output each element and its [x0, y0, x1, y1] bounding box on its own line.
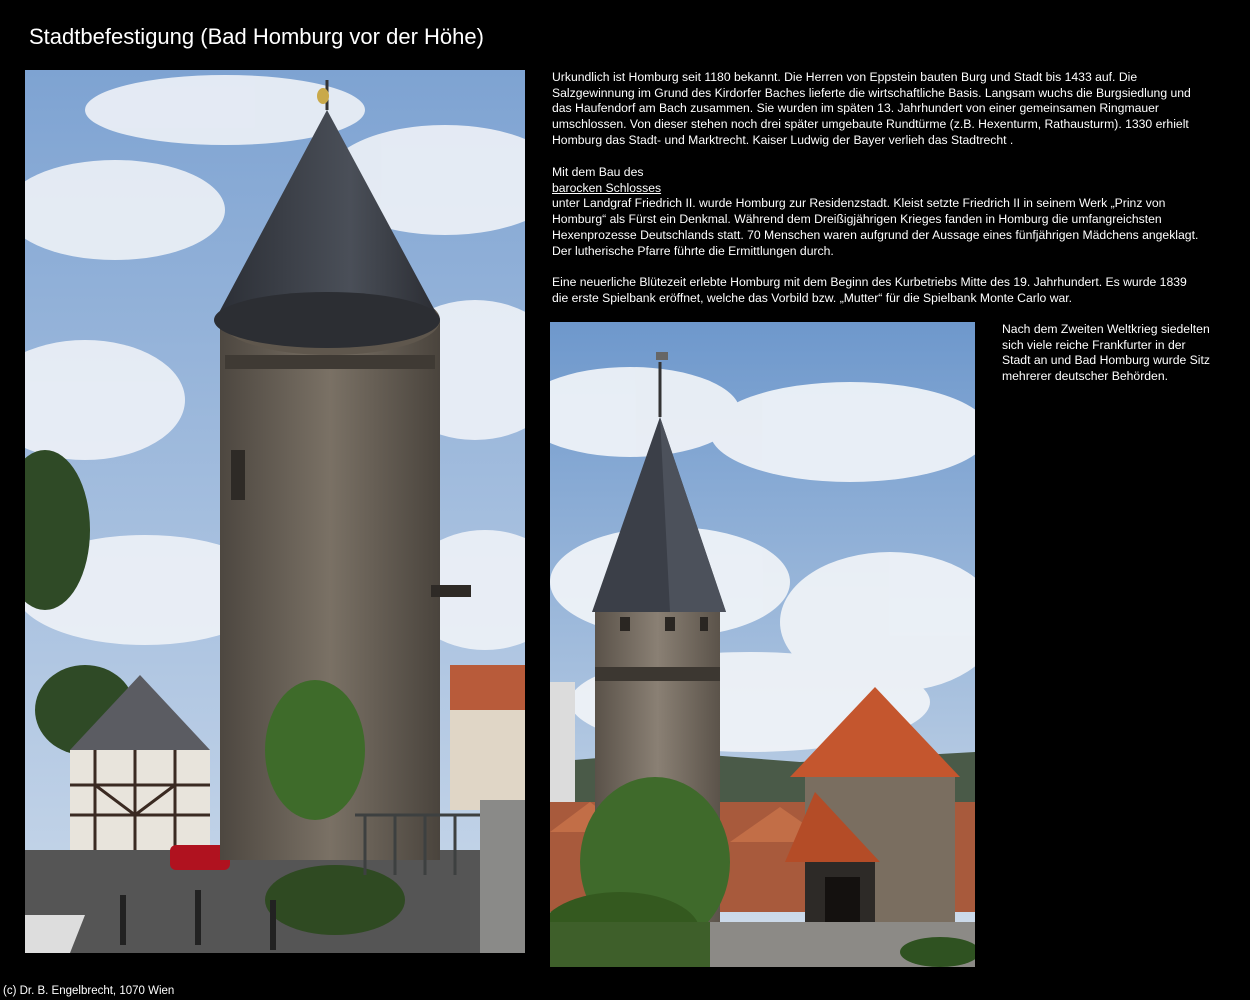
text-paragraph-history: [552, 70, 1202, 149]
copyright-footer: (c) Dr. B. Engelbrecht, 1070 Wien: [3, 985, 175, 997]
photo-hexenturm: [25, 70, 525, 953]
paragraph-2-rest: unter Landgraf Friedrich II. wurde Homburg zur Residenzstadt. Kleist setzte Friedrich II in seinem Werk „Prinz von Homburg“ als Fürst ein Denkmal. Während dem Dreißigjährigen Krieges fanden in Homburg die umfangreichsten Hexenprozesse Deutschlands statt. 70 Menschen waren aufgrund der Aussage eines fünfjährigen Mädchens angeklagt. Der lutherische Pfarre führte die Ermittlungen durch.: [552, 196, 1199, 258]
paragraph-3: Eine neuerliche Blütezeit erlebte Homburg mit dem Beginn des Kurbetriebs Mitte des 19. Jahrhundert. Es wurde 1839 die erste Spielbank eröffnet, welche das Vorbild bzw. „Mutter“ für die Spielbank Monte Carlo war.: [552, 275, 1187, 305]
text-paragraph-postwar: [1002, 322, 1217, 385]
text-paragraph-residence: [552, 165, 1202, 259]
page-title: Stadtbefestigung (Bad Homburg vor der Höhe): [29, 24, 484, 49]
paragraph-1: Urkundlich ist Homburg seit 1180 bekannt. Die Herren von Eppstein bauten Burg und Stadt bis 1433 auf. Die Salzgewinnung im Grund des Kirdorfer Baches lieferte die wirtschaftliche Basis. Langsam wuchs die Burgsiedlung und das Haufendorf am Bach zusammen. Sie wurden im späten 13. Jahrhundert von einer gemeinsamen Ringmauer umschlossen. Von dieser stehen noch drei später umgebaute Rundtürme (z.B. Hexenturm, Rathausturm). 1330 erhielt Homburg das Stadt- und Marktrecht. Kaiser Ludwig der Bayer verlieh das Stadtrecht .: [552, 70, 1191, 147]
text-paragraph-spa: [552, 275, 1202, 306]
link-barocken-schlosses[interactable]: barocken Schlosses: [552, 180, 662, 195]
paragraph-2-intro: Mit dem Bau des: [552, 165, 644, 179]
photo-tower-gate: [550, 322, 975, 967]
paragraph-4: Nach dem Zweiten Weltkrieg siedelten sich viele reiche Frankfurter in der Stadt an und Bad Homburg wurde Sitz mehrerer deutscher Behörden.: [1002, 322, 1210, 384]
